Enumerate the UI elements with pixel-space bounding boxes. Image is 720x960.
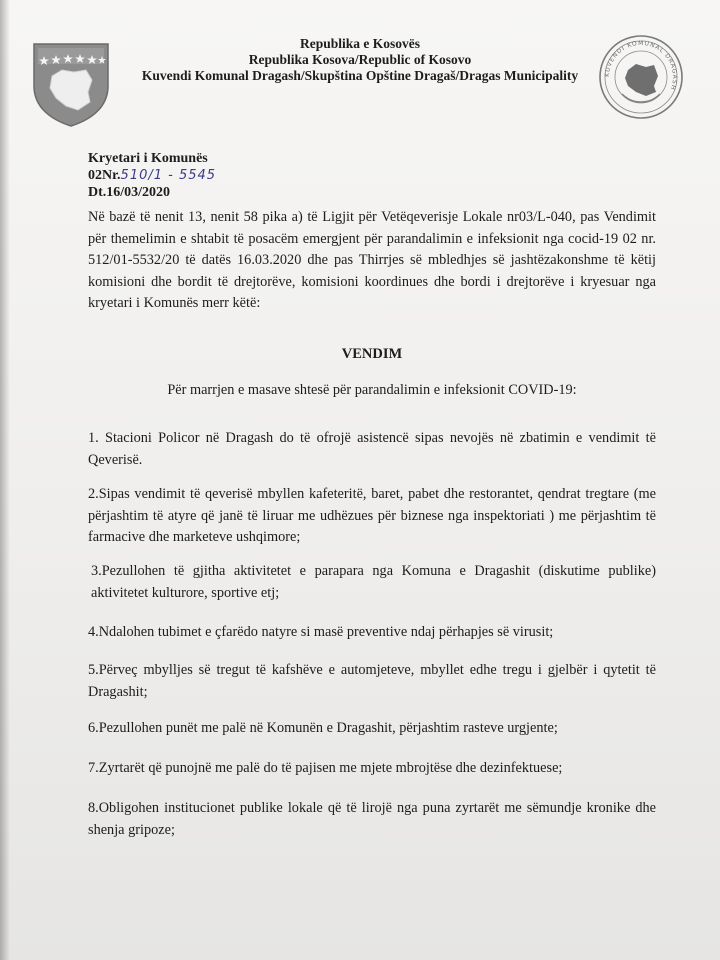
decision-item-2: 2.Sipas vendimit të qeverisë mbyllen kafeteritë, baret, pabet dhe restorantet, qendrat tregtare (me përjashtim të atyre që janë të liruar me udhëzues për biznese nga inspektoriati ) me përjashtim të farmacive dhe marketeve ushqimore; xyxy=(88,486,656,545)
seal-text: KUVENDI KOMUNAL DRAGASH xyxy=(603,39,679,92)
decision-item-4: 4.Ndalohen tubimet e çfarëdo natyre si masë preventive ndaj përhapjes së virusit; xyxy=(88,624,554,640)
header-line-3: Kuvendi Komunal Dragash/Skupština Opštine Dragaš/Dragas Municipality xyxy=(141,68,579,83)
preamble: Në bazë të nenit 13, nenit 58 pika a) të Ligjit për Vetëqeverisje Lokale nr03/L-040, pas Vendimit për themelimin e shtabit të posacëm emergjent për parandalimin e infeksionit nga cocid-19 02 nr. 512/01-5532/20 të datës 16.03.2020 dhe pas Thirrjes së mbledhjes së jashtëzakonshme të këtij komisioni dhe bordit të drejtorëve, komisioni koordinues dhe bordi i drejtorëve i kryesuar nga kryetari i Komunës merr këtë: xyxy=(88,209,656,311)
decision-title: VENDIM xyxy=(341,346,403,362)
decision-item-6: 6.Pezullohen punët me palë në Komunën e Dragashit, përjashtim rasteve urgjente; xyxy=(88,720,558,736)
author-line: Kryetari i Komunës xyxy=(88,151,208,166)
decision-item-3: 3.Pezullohen të gjitha aktivitetet e parapara nga Komuna e Dragashit (diskutime publike) aktivitetet kulturore, sportive etj; xyxy=(91,563,656,601)
page-shadow xyxy=(0,0,10,960)
municipal-seal-icon xyxy=(598,34,684,120)
kosovo-coat-of-arms-icon xyxy=(30,40,112,128)
document-date: Dt.16/03/2020 xyxy=(88,185,171,200)
letterhead xyxy=(120,36,600,84)
header-line-2: Republika Kosova/Republic of Kosovo xyxy=(248,52,472,67)
decision-item-8: 8.Obligohen institucionet publike lokale që të lirojë nga puna zyrtarët me sëmundje kronike dhe shenja gripoze; xyxy=(88,800,656,838)
reference-prefix: 02Nr. xyxy=(88,168,121,183)
document-meta xyxy=(88,150,216,201)
reference-number xyxy=(88,167,216,184)
decision-item-1: 1. Stacioni Policor në Dragash do të ofrojë asistencë sipas nevojës në zbatimin e vendimit të Qeverisë. xyxy=(88,430,656,468)
decision-item-7: 7.Zyrtarët që punojnë me palë do të pajisen me mjete mbrojtëse dhe dezinfektuese; xyxy=(88,760,563,776)
decision-subtitle: Për marrjen e masave shtesë për parandalimin e infeksionit COVID-19: xyxy=(167,382,577,398)
handwritten-number: 510/1 - 5545 xyxy=(120,168,217,183)
decision-item-5: 5.Përveç mbylljes së tregut të kafshëve e automjeteve, mbyllet edhe tregu i gjelbër i qytetit të Dragashit; xyxy=(88,662,656,700)
header-line-1: Republika e Kosovës xyxy=(299,36,421,51)
